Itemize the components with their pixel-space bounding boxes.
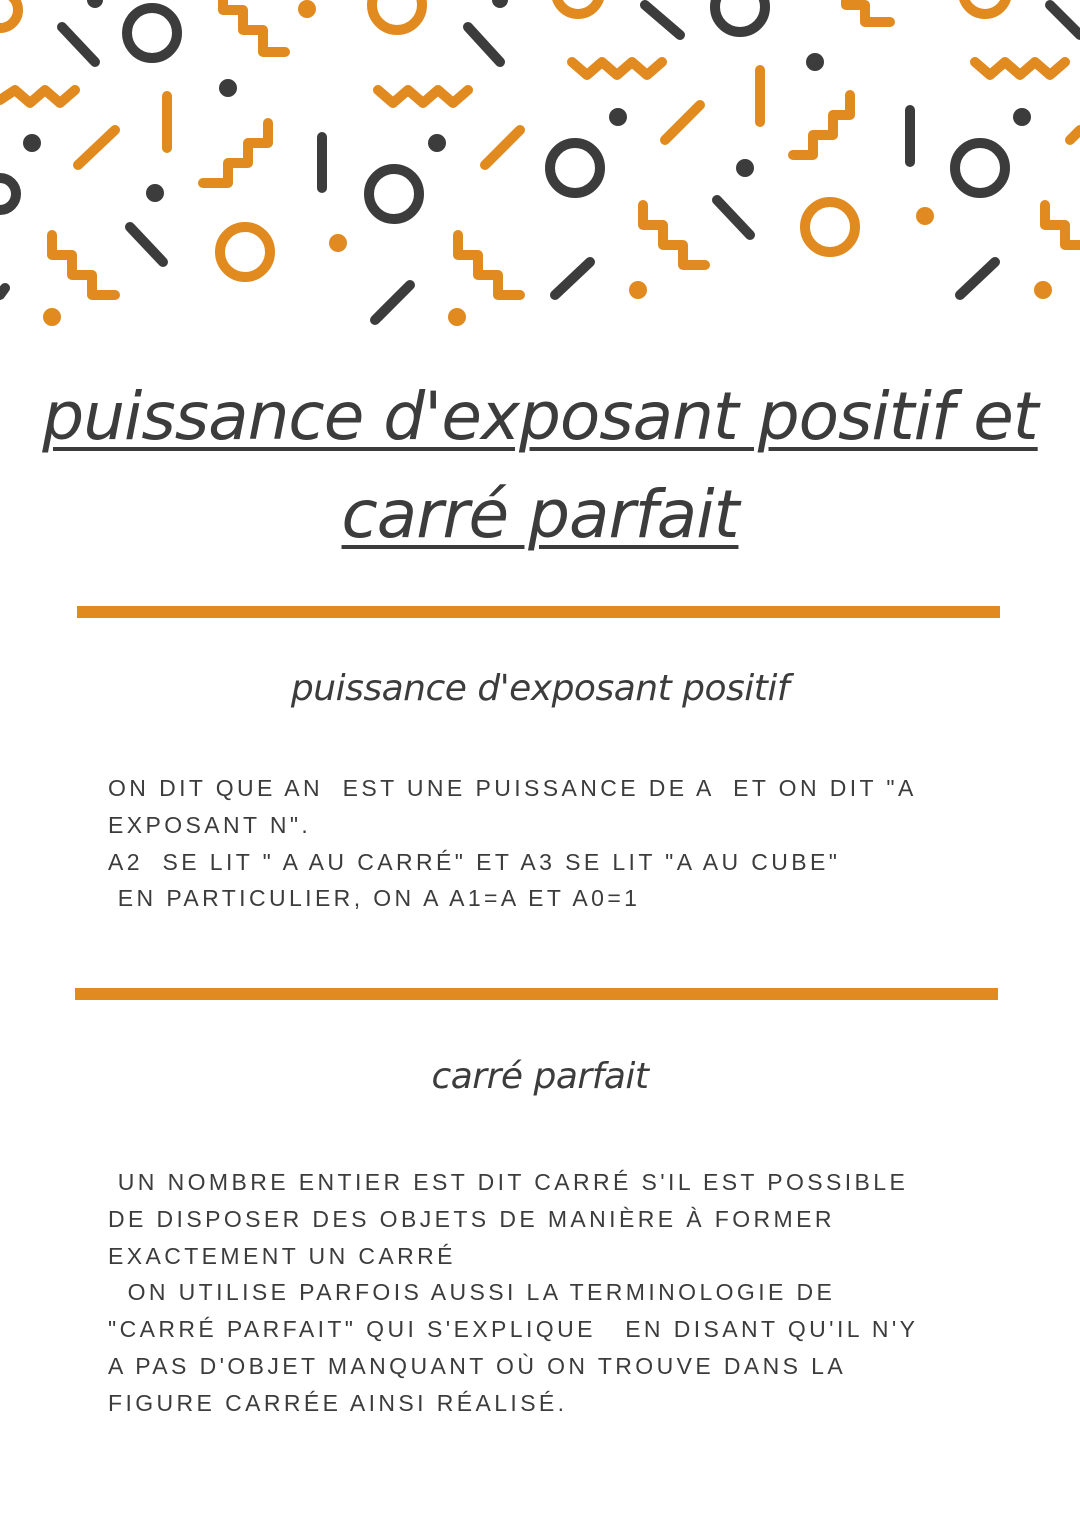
section-body-puissance: [108, 770, 988, 917]
section-heading-carre-parfait: carré parfait: [431, 1056, 649, 1097]
body-line: DE DISPOSER DES OBJETS DE MANIÈRE À FORMER: [108, 1205, 835, 1232]
title-line-2: carré parfait: [341, 476, 739, 553]
body-line: UN NOMBRE ENTIER EST DIT CARRÉ S'IL EST POSSIBLE: [108, 1169, 909, 1195]
body-line: EXPOSANT N".: [108, 811, 312, 838]
decorative-confetti-pattern: [0, 0, 1080, 330]
body-line: A PAS D'OBJET MANQUANT OÙ ON TROUVE DANS LA: [108, 1352, 847, 1379]
body-line: FIGURE CARRÉE AINSI RÉALISÉ.: [108, 1389, 568, 1416]
body-line: ON UTILISE PARFOIS AUSSI LA TERMINOLOGIE DE: [108, 1279, 836, 1306]
section-body-carre-parfait: [108, 1164, 988, 1422]
divider-1: [77, 606, 1000, 618]
body-line: EN PARTICULIER, ON A A1=A ET A0=1: [108, 885, 641, 912]
body-line: A2 SE LIT " A AU CARRÉ" ET A3 SE LIT "A AU CUBE": [108, 848, 841, 875]
divider-2: [75, 988, 998, 1000]
title-line-1: puissance d'exposant positif et: [42, 378, 1038, 455]
body-line: EXACTEMENT UN CARRÉ: [108, 1242, 456, 1269]
body-line: ON DIT QUE AN EST UNE PUISSANCE DE A ET ON DIT "A: [108, 775, 917, 801]
document-title: [0, 368, 1080, 564]
section-heading-puissance: puissance d'exposant positif: [290, 668, 790, 709]
body-line: "CARRÉ PARFAIT" QUI S'EXPLIQUE EN DISANT QU'IL N'Y: [108, 1316, 919, 1343]
